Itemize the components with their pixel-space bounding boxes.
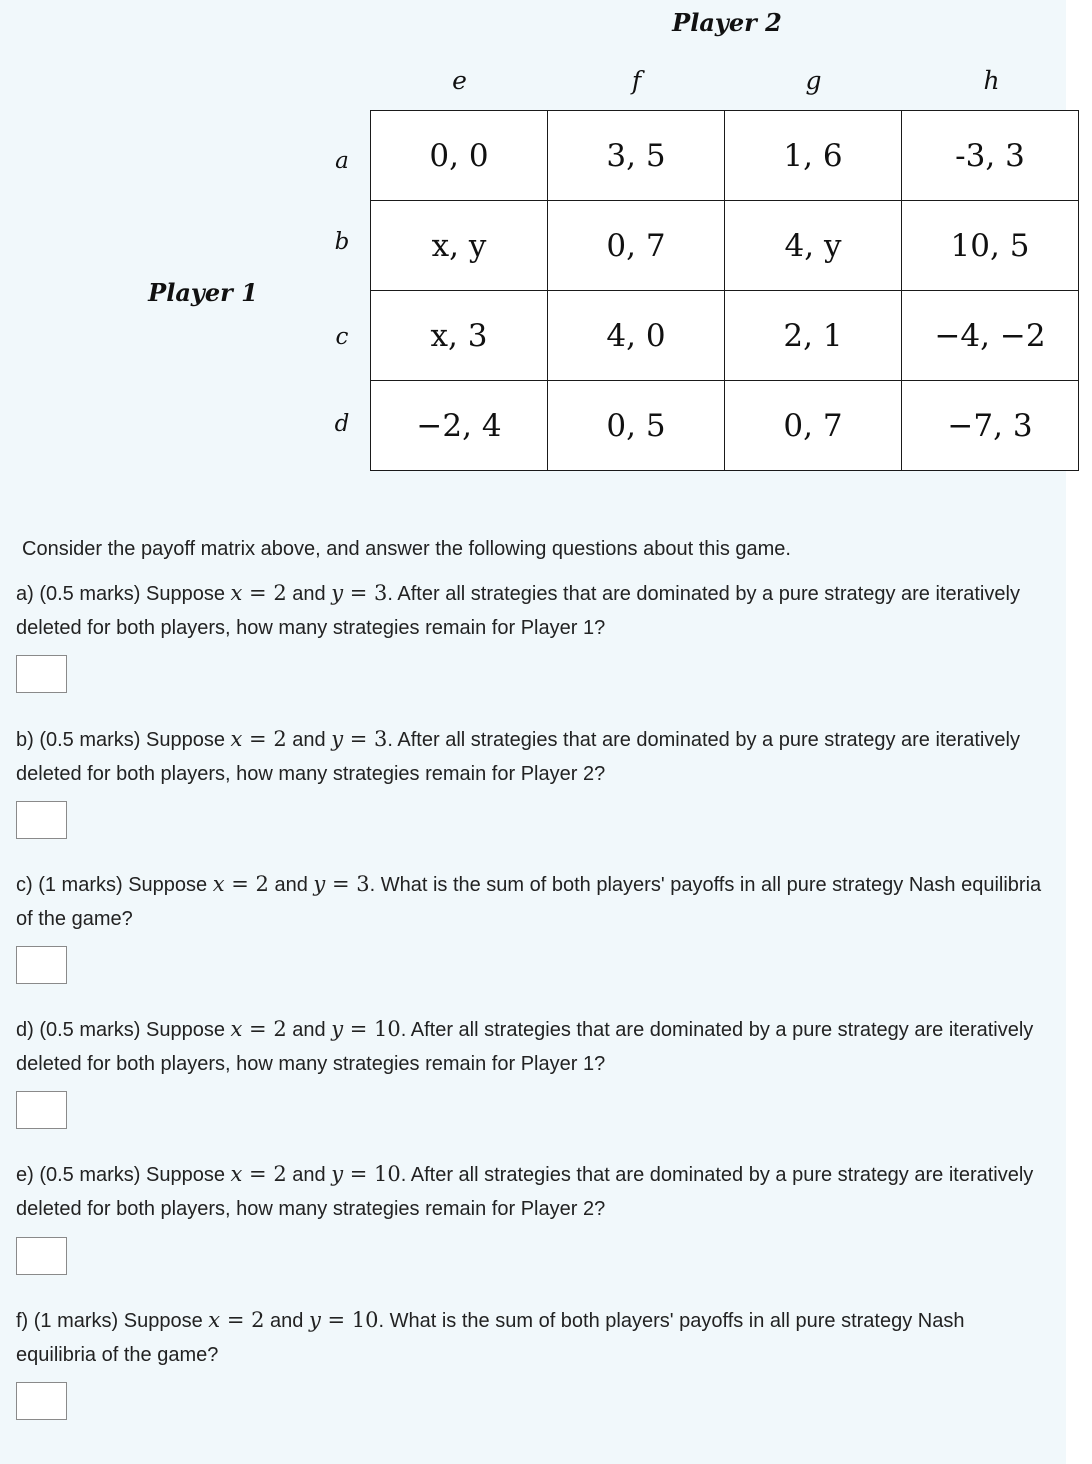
equals-sign: = (343, 581, 375, 605)
matrix-row-a (371, 111, 1079, 201)
y-value: 10 (374, 1162, 401, 1186)
question-suffix: . After all strategies that are dominated by a pure strategy are iteratively deleted for both players, how many strategies remain for Player 1? (16, 583, 1020, 639)
payoff-cell: 1, 6 (725, 111, 902, 201)
payoff-cell: x, y (371, 201, 548, 291)
var-y: y (331, 1017, 344, 1041)
payoff-cell: −2, 4 (371, 381, 548, 471)
column-header-e: e (452, 66, 467, 95)
equals-sign: = (242, 727, 274, 751)
y-value: 10 (374, 1017, 401, 1041)
question-suffix: . After all strategies that are dominated by a pure strategy are iteratively deleted for both players, how many strategies remain for Player 2? (16, 1164, 1034, 1220)
x-value: 2 (273, 727, 287, 751)
question-c (16, 867, 1046, 936)
question-suffix: . After all strategies that are dominated by a pure strategy are iteratively deleted for both players, how many strategies remain for Player 1? (16, 1019, 1034, 1075)
var-x: x (212, 872, 225, 896)
question-and: and (286, 583, 332, 605)
question-a (16, 576, 1046, 645)
question-d (16, 1012, 1046, 1081)
question-prefix: f) (1 marks) Suppose (16, 1310, 209, 1332)
equals-sign: = (343, 1162, 375, 1186)
var-x: x (230, 1162, 243, 1186)
var-x: x (230, 581, 243, 605)
question-b (16, 722, 1046, 791)
question-and: and (264, 1310, 309, 1332)
equals-sign: = (242, 581, 274, 605)
intro-text: Consider the payoff matrix above, and answer the following questions about this game. (22, 538, 791, 560)
var-y: y (331, 727, 344, 751)
var-x: x (230, 1017, 243, 1041)
var-x: x (230, 727, 243, 751)
payoff-matrix (370, 110, 1079, 471)
answer-input-f[interactable] (16, 1382, 67, 1420)
payoff-cell: −7, 3 (902, 381, 1079, 471)
player-1-label: Player 1 (148, 278, 258, 307)
question-prefix: d) (0.5 marks) Suppose (16, 1019, 231, 1041)
question-and: and (286, 1019, 332, 1041)
payoff-cell: 3, 5 (548, 111, 725, 201)
question-prefix: c) (1 marks) Suppose (16, 874, 213, 896)
payoff-cell: 2, 1 (725, 291, 902, 381)
var-y: y (308, 1308, 321, 1332)
question-prefix: b) (0.5 marks) Suppose (16, 729, 231, 751)
payoff-cell: 4, y (725, 201, 902, 291)
equals-sign: = (325, 872, 357, 896)
payoff-cell: -3, 3 (902, 111, 1079, 201)
question-prefix: a) (0.5 marks) Suppose (16, 583, 231, 605)
question-suffix: . What is the sum of both players' payoffs in all pure strategy Nash equilibria of the game? (16, 1310, 965, 1366)
row-header-d: d (334, 411, 350, 437)
var-y: y (331, 1162, 344, 1186)
y-value: 3 (356, 872, 370, 896)
column-header-g: g (805, 66, 822, 95)
x-value: 2 (273, 1017, 287, 1041)
equals-sign: = (242, 1017, 274, 1041)
equals-sign: = (220, 1308, 252, 1332)
question-suffix: . What is the sum of both players' payoffs in all pure strategy Nash equilibria of the game? (16, 874, 1042, 930)
x-value: 2 (251, 1308, 265, 1332)
row-header-a: a (335, 148, 349, 174)
payoff-cell: 0, 0 (371, 111, 548, 201)
equals-sign: = (343, 727, 375, 751)
var-y: y (313, 872, 326, 896)
x-value: 2 (273, 581, 287, 605)
equals-sign: = (242, 1162, 274, 1186)
x-value: 2 (255, 872, 269, 896)
answer-input-c[interactable] (16, 946, 67, 984)
matrix-row-b (371, 201, 1079, 291)
equals-sign: = (224, 872, 256, 896)
var-x: x (208, 1308, 221, 1332)
matrix-row-d (371, 381, 1079, 471)
question-and: and (268, 874, 314, 896)
question-and: and (286, 729, 332, 751)
equals-sign: = (320, 1308, 352, 1332)
payoff-cell: 10, 5 (902, 201, 1079, 291)
question-e (16, 1157, 1046, 1226)
payoff-cell: 0, 7 (725, 381, 902, 471)
x-value: 2 (273, 1162, 287, 1186)
question-prefix: e) (0.5 marks) Suppose (16, 1164, 231, 1186)
y-value: 10 (351, 1308, 379, 1332)
row-header-b: b (334, 229, 350, 255)
question-and: and (286, 1164, 332, 1186)
var-y: y (331, 581, 344, 605)
answer-input-e[interactable] (16, 1237, 67, 1275)
question-suffix: . After all strategies that are dominated by a pure strategy are iteratively deleted for both players, how many strategies remain for Player 2? (16, 729, 1020, 785)
answer-input-a[interactable] (16, 655, 67, 693)
payoff-cell: x, 3 (371, 291, 548, 381)
column-header-f: f (631, 66, 642, 95)
y-value: 3 (374, 581, 388, 605)
payoff-cell: −4, −2 (902, 291, 1079, 381)
equals-sign: = (343, 1017, 375, 1041)
question-f (16, 1303, 1046, 1372)
column-header-h: h (983, 66, 1000, 95)
row-header-c: c (335, 324, 349, 350)
y-value: 3 (374, 727, 388, 751)
answer-input-d[interactable] (16, 1091, 67, 1129)
payoff-cell: 4, 0 (548, 291, 725, 381)
payoff-cell: 0, 7 (548, 201, 725, 291)
answer-input-b[interactable] (16, 801, 67, 839)
payoff-cell: 0, 5 (548, 381, 725, 471)
player-2-label: Player 2 (672, 8, 782, 37)
matrix-row-c (371, 291, 1079, 381)
